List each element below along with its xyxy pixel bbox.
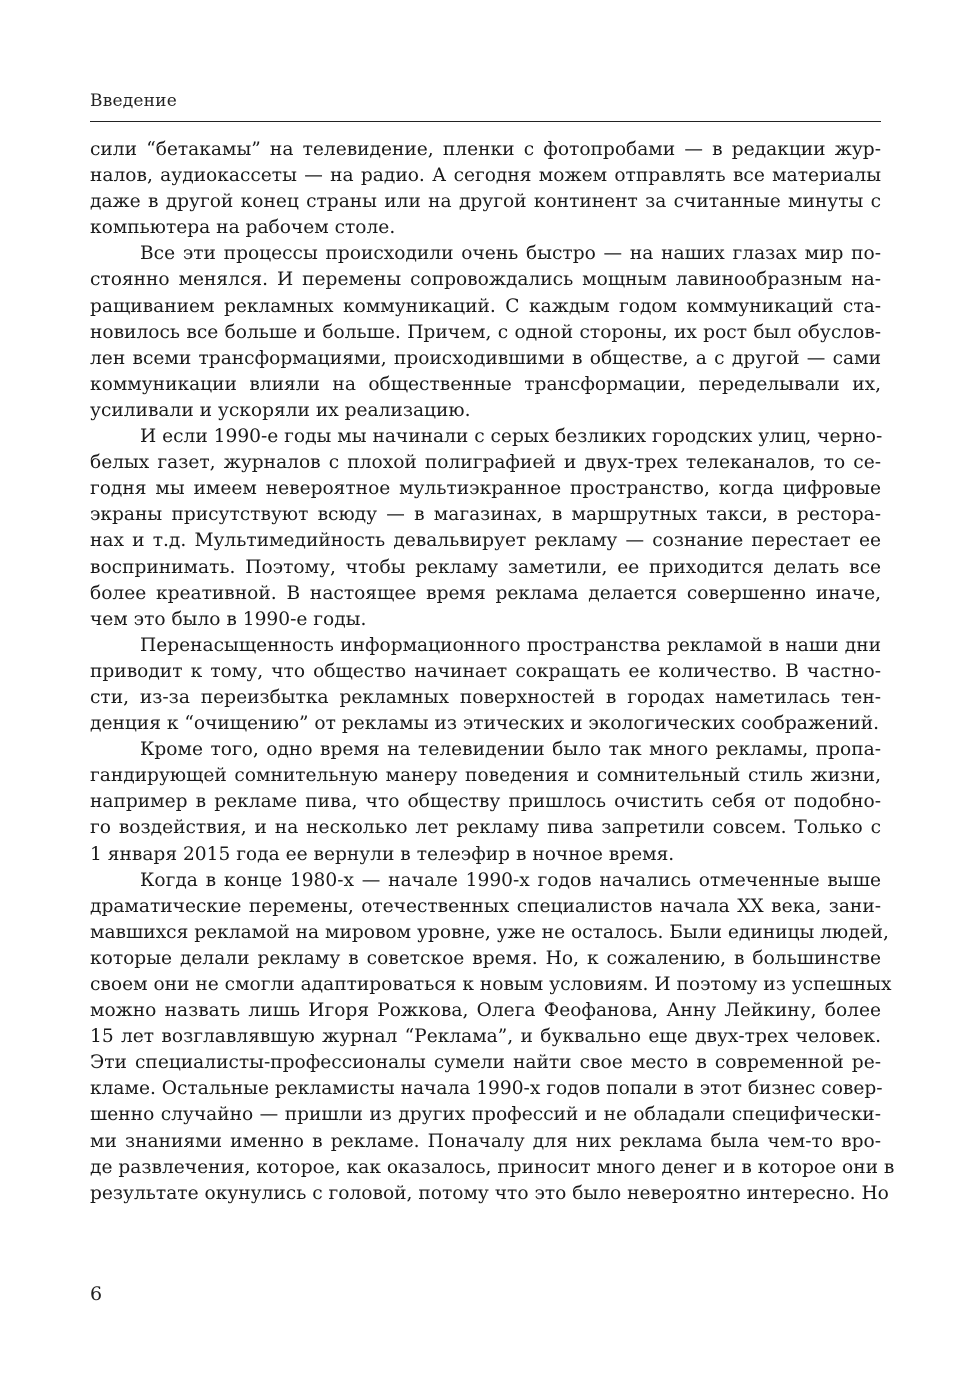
text-line: более креативной. В настоящее время реклама делается совершенно иначе, — [90, 582, 881, 604]
text-line: драматические перемены, отечественных специалистов начала XX века, зани- — [90, 895, 881, 917]
text-line: годня мы имеем невероятное мультиэкранное пространство, когда цифровые — [90, 478, 881, 500]
paragraph — [90, 241, 881, 424]
text-line: экраны присутствуют всюду — в магазинах, в маршрутных такси, в рестора- — [90, 504, 881, 526]
text-line: стоянно менялся. И перемены сопровождались мощным лавинообразным на- — [90, 269, 881, 291]
text-line: белых газет, журналов с плохой полиграфией и двух-трех телеканалов, то се- — [90, 452, 881, 474]
text-line: например в рекламе пива, что обществу пришлось очистить себя от подобно- — [90, 791, 881, 813]
text-line: своем они не смогли адаптироваться к новым условиям. И поэтому из успешных — [90, 974, 892, 995]
text-line: сили “бетакамы” на телевидение, пленки с фотопробами — в редакции жур- — [90, 139, 881, 160]
text-line: воспринимать. Поэтому, чтобы рекламу заметили, ее приходится делать все — [90, 556, 881, 578]
text-line: усиливали и ускоряли их реализацию. — [90, 399, 471, 421]
running-header: Введение — [90, 91, 177, 111]
paragraph — [90, 633, 881, 737]
paragraph — [90, 424, 881, 633]
text-line: нах и т.д. Мультимедийность девальвирует рекламу — сознание перестает ее — [90, 530, 881, 552]
body-text — [90, 137, 895, 1207]
text-line: лен всеми трансформациями, происходившими в обществе, а с другой — сами — [90, 347, 881, 369]
text-line: чем это было в 1990-е годы. — [90, 608, 367, 630]
text-line: можно назвать лишь Игоря Рожкова, Олега Феофанова, Анну Лейкину, более — [90, 1000, 881, 1022]
text-line: налов, аудиокассеты — на радио. А сегодня можем отправлять все материалы — [90, 165, 881, 187]
text-line: денция к “очищению” от рекламы из этических и экологических соображений. — [90, 713, 880, 735]
text-line: 15 лет возглавлявшую журнал “Реклама”, и буквально еще двух-трех человек. — [90, 1026, 881, 1048]
header-rule — [90, 121, 881, 122]
text-line: Все эти процессы происходили очень быстро — на наших глазах мир по- — [140, 243, 881, 265]
text-line: приводит к тому, что общество начинает сокращать ее количество. В частно- — [90, 660, 881, 682]
text-line: которые делали рекламу в советское время. Но, к сожалению, в большинстве — [90, 947, 881, 969]
text-line: ращиванием рекламных коммуникаций. С каждым годом коммуникаций ста- — [90, 295, 881, 317]
text-line: Когда в конце 1980-х — начале 1990-х годов начались отмеченные выше — [140, 869, 881, 891]
text-line: гандирующей сомнительную манеру поведения и сомнительный стиль жизни, — [90, 765, 881, 787]
text-line: сти, из-за переизбытка рекламных поверхностей в городах наметилась тен- — [90, 686, 881, 708]
text-line: новилось все больше и больше. Причем, с одной стороны, их рост был обуслов- — [90, 321, 881, 343]
text-line: 1 января 2015 года ее вернули в телеэфир в ночное время. — [90, 843, 675, 865]
text-line: Кроме того, одно время на телевидении было так много рекламы, пропа- — [140, 739, 881, 761]
text-line: Эти специалисты-профессионалы сумели найти свое место в современной ре- — [90, 1052, 881, 1074]
text-line: даже в другой конец страны или на другой континент за считанные минуты с — [90, 191, 881, 213]
text-line: коммуникации влияли на общественные трансформации, переделывали их, — [90, 373, 881, 395]
text-line: шенно случайно — пришли из других профессий и не обладали специфически- — [90, 1104, 881, 1126]
text-line: И если 1990-е годы мы начинали с серых безликих городских улиц, черно- — [140, 426, 883, 448]
text-line: компьютера на рабочем столе. — [90, 217, 396, 239]
text-line: ми знаниями именно в рекламе. Поначалу для них реклама была чем-то вро- — [90, 1130, 881, 1152]
text-line: го воздействия, и на несколько лет рекламу пива запретили совсем. Только с — [90, 817, 881, 839]
page-number: 6 — [90, 1283, 103, 1305]
text-line: результате окунулись с головой, потому что это было невероятно интересно. Но — [90, 1182, 889, 1204]
text-line: де развлечения, которое, как оказалось, приносит много денег и в которое они в — [90, 1156, 895, 1178]
text-line: Перенасыщенность информационного пространства рекламой в наши дни — [140, 634, 881, 656]
paragraph — [90, 868, 895, 1207]
text-line: мавшихся рекламой на мировом уровне, уже не осталось. Были единицы людей, — [90, 921, 889, 943]
text-line: кламе. Остальные рекламисты начала 1990-х годов попали в этот бизнес совер- — [90, 1078, 883, 1100]
paragraph — [90, 737, 881, 867]
paragraph — [90, 137, 881, 241]
